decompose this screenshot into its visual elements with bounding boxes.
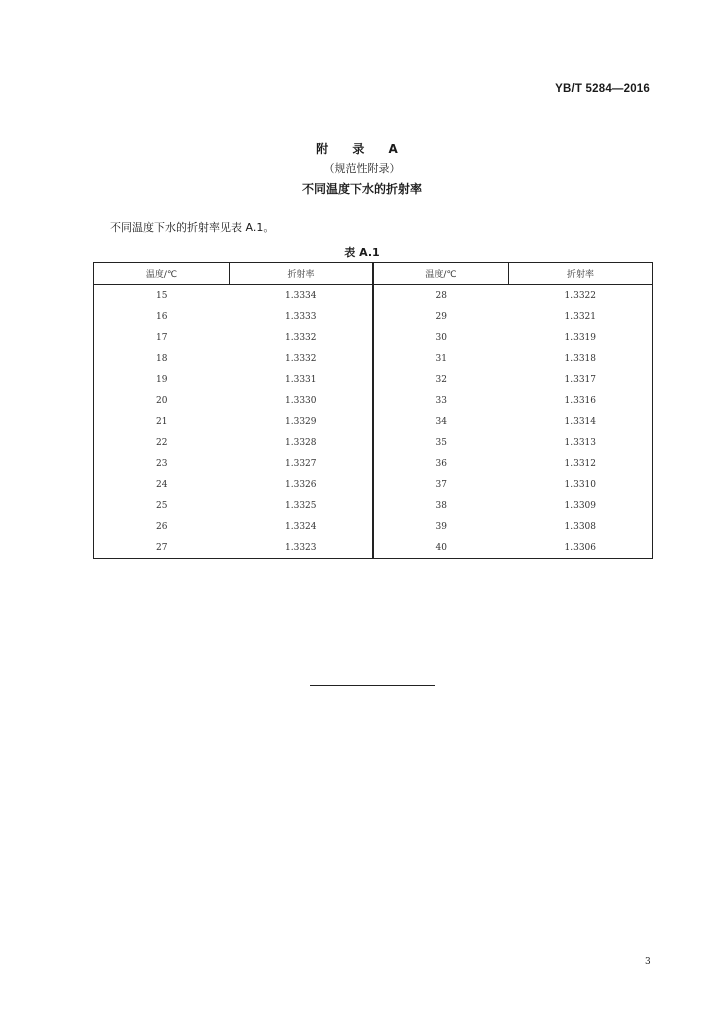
cell-index-left: 1.3327 — [230, 453, 374, 474]
cell-temperature-right: 35 — [435, 437, 447, 448]
cell-temperature-left: 17 — [156, 332, 168, 343]
table-row — [94, 516, 653, 537]
cell-temperature-left: 19 — [156, 374, 168, 385]
cell-index-right: 1.3314 — [564, 416, 596, 427]
table-row — [94, 285, 653, 307]
cell-index-left: 1.3334 — [230, 285, 374, 307]
table-header-row — [94, 263, 653, 285]
cell-index-right: 1.3319 — [564, 332, 596, 343]
cell-index-left: 1.3332 — [230, 327, 374, 348]
cell-index-right: 1.3306 — [564, 542, 596, 553]
table-row — [94, 327, 653, 348]
header-index-right: 折射率 — [509, 263, 653, 285]
cell-index-left: 1.3333 — [230, 306, 374, 327]
cell-index-left: 1.3325 — [230, 495, 374, 516]
cell-temperature-left: 21 — [156, 416, 168, 427]
cell-index-right: 1.3317 — [564, 374, 596, 385]
table-row — [94, 390, 653, 411]
cell-temperature-right: 30 — [435, 332, 447, 343]
cell-temperature-right: 40 — [435, 542, 447, 553]
standard-code: YB/T 5284—2016 — [555, 83, 650, 95]
cell-temperature-left: 24 — [156, 479, 168, 490]
table-row — [94, 537, 653, 559]
header-temperature-right: 温度/℃ — [373, 263, 509, 285]
page-number: 3 — [645, 957, 651, 967]
cell-index-right: 1.3321 — [564, 311, 596, 322]
table-row — [94, 474, 653, 495]
cell-temperature-left: 26 — [156, 521, 168, 532]
cell-temperature-left: 27 — [156, 542, 168, 553]
cell-temperature-right: 36 — [435, 458, 447, 469]
cell-index-right: 1.3316 — [564, 395, 596, 406]
table-row — [94, 411, 653, 432]
cell-temperature-left: 23 — [156, 458, 168, 469]
cell-index-right: 1.3318 — [564, 353, 596, 364]
cell-index-left: 1.3326 — [230, 474, 374, 495]
table-row — [94, 369, 653, 390]
cell-temperature-left: 18 — [156, 353, 168, 364]
cell-index-right: 1.3310 — [564, 479, 596, 490]
cell-temperature-right: 37 — [435, 479, 447, 490]
cell-index-right: 1.3312 — [564, 458, 596, 469]
refractive-index-table — [93, 262, 653, 559]
cell-temperature-left: 16 — [156, 311, 168, 322]
cell-temperature-right: 28 — [435, 290, 447, 301]
cell-temperature-left: 25 — [156, 500, 168, 511]
cell-temperature-right: 38 — [435, 500, 447, 511]
table-caption: 表 A.1 — [344, 246, 380, 259]
header-temperature-left: 温度/℃ — [94, 263, 230, 285]
header-index-left: 折射率 — [230, 263, 374, 285]
cell-index-right: 1.3322 — [564, 290, 596, 301]
cell-index-left: 1.3328 — [230, 432, 374, 453]
cell-temperature-right: 31 — [435, 353, 447, 364]
cell-temperature-left: 15 — [156, 290, 168, 301]
table-body — [94, 285, 653, 559]
cell-temperature-left: 22 — [156, 437, 168, 448]
cell-temperature-right: 39 — [435, 521, 447, 532]
table-row — [94, 453, 653, 474]
cell-index-right: 1.3313 — [564, 437, 596, 448]
cell-index-left: 1.3330 — [230, 390, 374, 411]
cell-index-right: 1.3308 — [564, 521, 596, 532]
table-row — [94, 495, 653, 516]
table-row — [94, 432, 653, 453]
appendix-subject: 不同温度下水的折射率 — [301, 182, 422, 196]
cell-temperature-left: 20 — [156, 395, 168, 406]
table-row — [94, 306, 653, 327]
cell-index-left: 1.3323 — [230, 537, 374, 559]
intro-paragraph: 不同温度下水的折射率见表 A.1。 — [110, 221, 275, 234]
cell-index-left: 1.3331 — [230, 369, 374, 390]
cell-temperature-right: 34 — [435, 416, 447, 427]
appendix-title: 附 录 A — [316, 142, 408, 156]
cell-temperature-right: 29 — [435, 311, 447, 322]
cell-temperature-right: 32 — [435, 374, 447, 385]
cell-index-left: 1.3332 — [230, 348, 374, 369]
cell-temperature-right: 33 — [435, 395, 447, 406]
cell-index-right: 1.3309 — [564, 500, 596, 511]
cell-index-left: 1.3324 — [230, 516, 374, 537]
table-row — [94, 348, 653, 369]
appendix-type: （规范性附录） — [323, 162, 401, 175]
end-of-document-rule — [310, 685, 435, 686]
cell-index-left: 1.3329 — [230, 411, 374, 432]
